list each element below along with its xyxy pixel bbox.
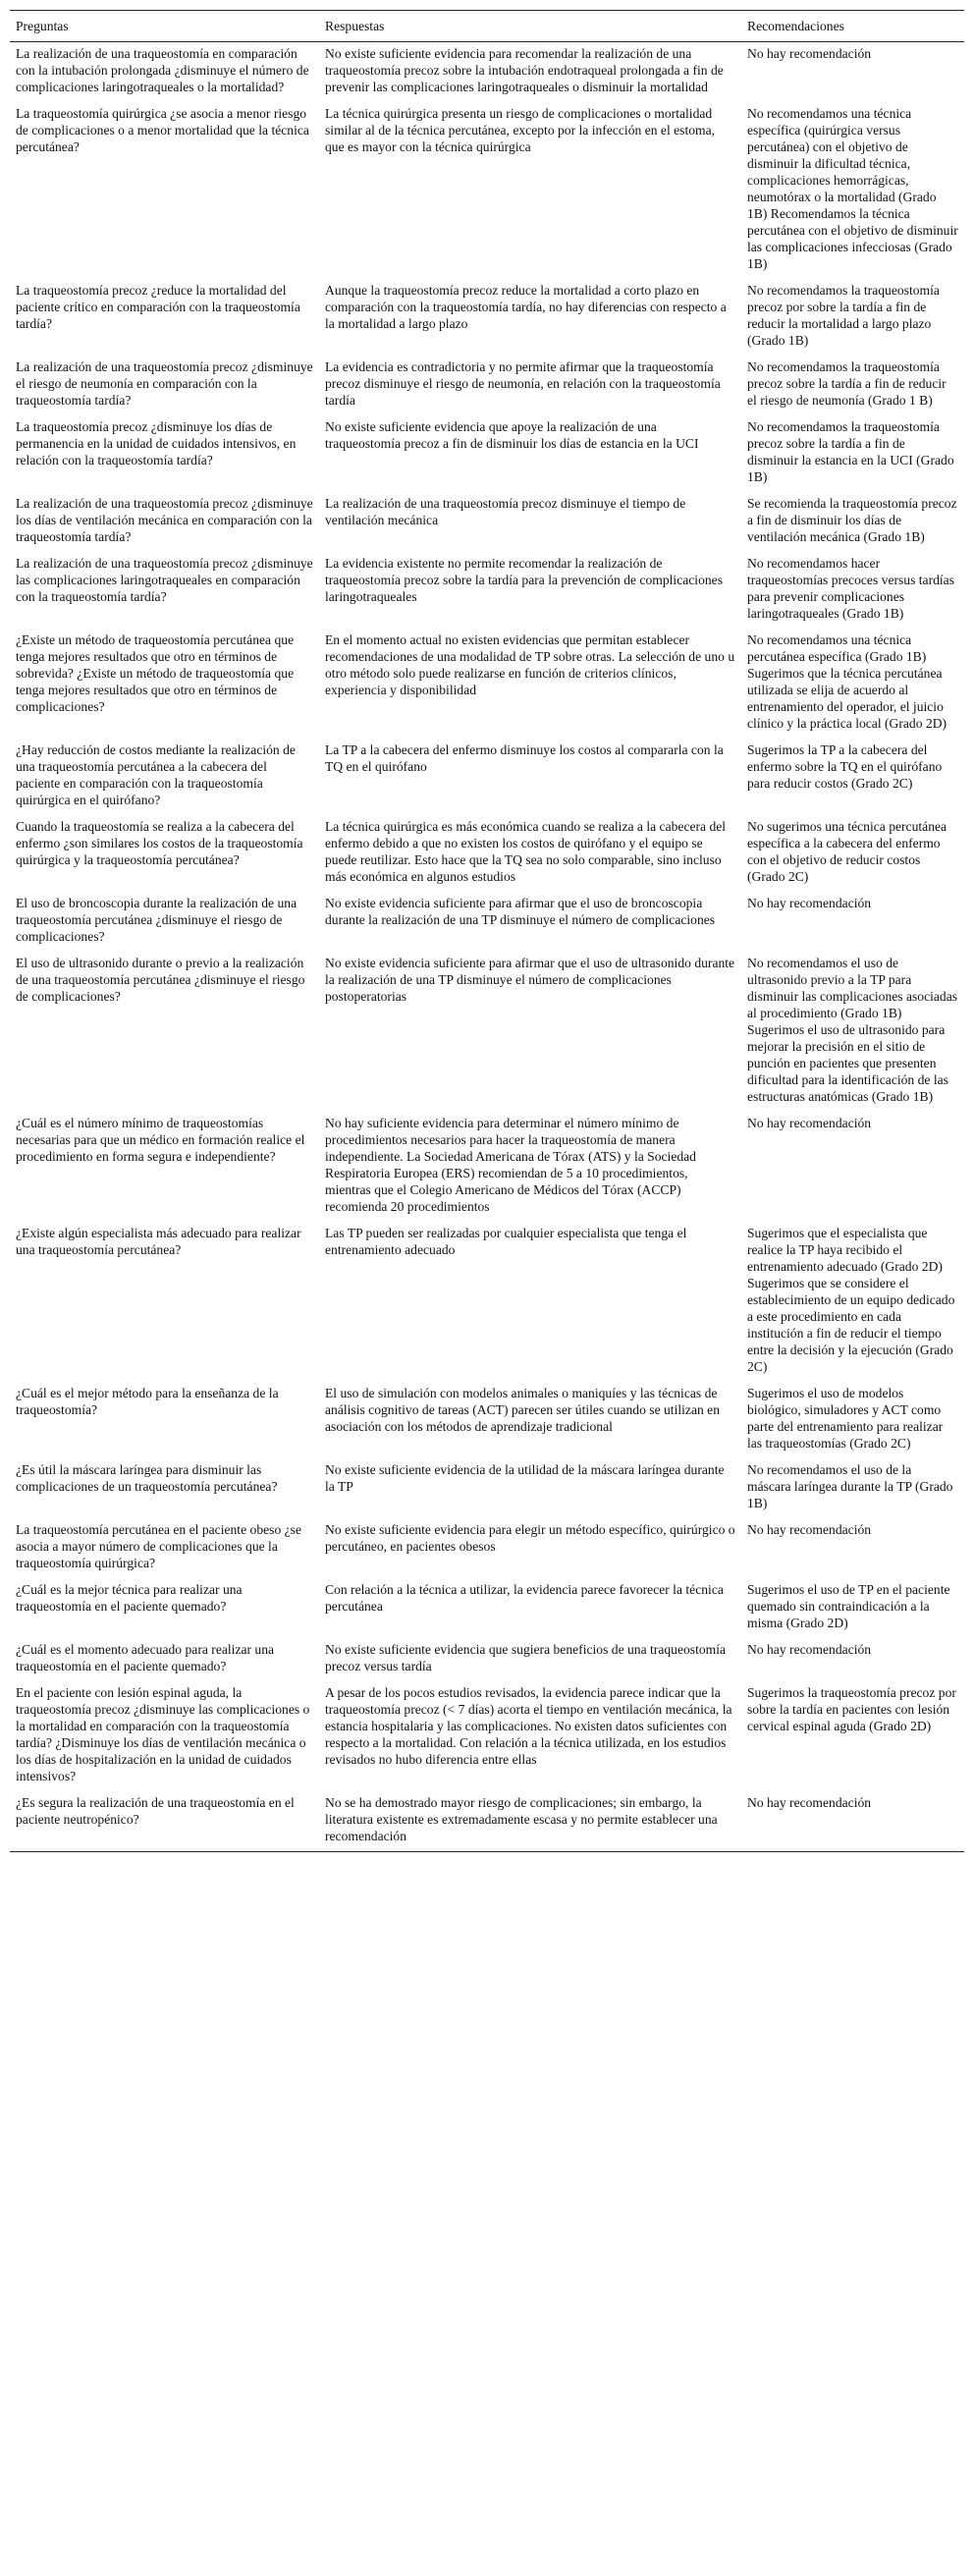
table-header — [10, 11, 964, 42]
table-row — [10, 279, 964, 356]
recommendation-cell: No hay recomendación — [741, 1791, 964, 1852]
recommendation-cell: Se recomienda la traqueostomía precoz a fin de disminuir los días de ventilación mecánica (Grado 1B) — [747, 496, 957, 544]
table-row — [10, 1382, 964, 1458]
table-row — [10, 1222, 964, 1382]
question-cell: La realización de una traqueostomía precoz ¿disminuye las complicaciones laringotraqueales en comparación con la traqueostomía tardía? — [16, 556, 313, 604]
answer-cell: En el momento actual no existen evidencias que permitan establecer recomendaciones de una modalidad de TP sobre otras. La selección de uno u otro método solo puede realizarse en función de criterios clínicos, experiencia y disponibilidad — [325, 632, 735, 697]
table-row — [10, 1681, 964, 1791]
recommendation-cell: No recomendamos la traqueostomía precoz por sobre la tardía a fin de reducir la mortalidad a largo plazo (Grado 1B) — [747, 283, 940, 348]
question-cell: ¿Cuál es el número mínimo de traqueostomías necesarias para que un médico en formación realice el procedimiento en forma segura e independiente? — [16, 1116, 305, 1164]
answer-cell: No existe suficiente evidencia que apoye la realización de una traqueostomía precoz a fin de disminuir los días de estancia en la UCI — [325, 419, 699, 451]
question-cell: La traqueostomía precoz ¿reduce la mortalidad del paciente crítico en comparación con la traqueostomía tardía? — [16, 283, 300, 331]
answer-cell: No existe suficiente evidencia para elegir un método específico, quirúrgico o percutáneo, en pacientes obesos — [325, 1522, 735, 1554]
header-recomendaciones: Recomendaciones — [741, 11, 964, 42]
recommendation-cell: No hay recomendación — [747, 1642, 872, 1657]
recommendations-table — [10, 10, 964, 1852]
header-preguntas: Preguntas — [10, 11, 319, 42]
table-row — [10, 892, 964, 952]
table-row — [10, 739, 964, 815]
recommendation-cell: No hay recomendación — [747, 46, 872, 61]
recommendation-cell: No recomendamos la traqueostomía precoz sobre la tardía a fin de disminuir la estancia en la UCI (Grado 1B) — [747, 419, 954, 484]
answer-cell: La realización de una traqueostomía precoz disminuye el tiempo de ventilación mecánica — [325, 496, 686, 527]
table-row — [10, 629, 964, 739]
question-cell: ¿Es segura la realización de una traqueostomía en el paciente neutropénico? — [10, 1791, 319, 1852]
question-cell: Cuando la traqueostomía se realiza a la cabecera del enfermo ¿son similares los costos de la traqueostomía quirúrgica y la traqueostomía percutánea? — [16, 819, 303, 867]
answer-cell: La técnica quirúrgica presenta un riesgo de complicaciones o mortalidad similar al de la técnica percutánea, excepto por la infección en el estoma, que es mayor con la técnica quirúrgica — [325, 106, 716, 154]
table-row — [10, 552, 964, 629]
question-cell: La realización de una traqueostomía precoz ¿disminuye los días de ventilación mecánica en comparación con la traqueostomía tardía? — [16, 496, 313, 544]
question-cell: El uso de ultrasonido durante o previo a la realización de una traqueostomía percutánea ¿disminuye el riesgo de complicaciones? — [16, 956, 305, 1004]
answer-cell: El uso de simulación con modelos animales o maniquíes y las técnicas de análisis cognitivo de tareas (ACT) parecen ser útiles cuando se utilizan en asociación con los métodos de aprendizaje tradicional — [325, 1386, 721, 1434]
table-row — [10, 492, 964, 552]
recommendation-cell: No hay recomendación — [747, 896, 872, 910]
answer-cell: La evidencia existente no permite recomendar la realización de traqueostomía precoz sobre la tardía para la prevención de complicaciones laringotraqueales — [325, 556, 723, 604]
recommendation-cell: No recomendamos hacer traqueostomías precoces versus tardías para prevenir complicaciones laringotraqueales (Grado 1B) — [747, 556, 955, 621]
question-cell: La traqueostomía precoz ¿disminuye los días de permanencia en la unidad de cuidados intensivos, en relación con la traqueostomía tardía? — [16, 419, 297, 467]
question-cell: La realización de una traqueostomía precoz ¿disminuye el riesgo de neumonía en comparación con la traqueostomía tardía? — [16, 359, 313, 408]
recommendation-cell: No recomendamos una técnica percutánea específica (Grado 1B) Sugerimos que la técnica percutánea utilizada se elija de acuerdo al entrenamiento del operador, el juicio clínico y la práctica local (Grado 2D) — [747, 632, 947, 731]
question-cell: ¿Cuál es el momento adecuado para realizar una traqueostomía en el paciente quemado? — [16, 1642, 275, 1673]
answer-cell: No hay suficiente evidencia para determinar el número mínimo de procedimientos necesarios para hacer la traqueostomía de manera independiente. La Sociedad Americana de Tórax (ATS) y la Sociedad Respiratoria Europea (ERS) recomiendan de 5 a 10 procedimientos, mientras que el Colegio Americano de Médicos del Tórax (ACCP) recomienda 20 procedimientos — [325, 1116, 696, 1214]
table-row — [10, 102, 964, 279]
table-body — [10, 42, 964, 1852]
question-cell: ¿Es útil la máscara laríngea para disminuir las complicaciones de un traqueostomía percutánea? — [16, 1462, 278, 1494]
answer-cell: Las TP pueden ser realizadas por cualquier especialista que tenga el entrenamiento adecuado — [325, 1226, 687, 1257]
question-cell: El uso de broncoscopia durante la realización de una traqueostomía percutánea ¿disminuye el riesgo de complicaciones? — [16, 896, 298, 944]
answer-cell: No existe suficiente evidencia que sugiera beneficios de una traqueostomía precoz versus tardía — [325, 1642, 727, 1673]
recommendation-cell: No recomendamos el uso de la máscara laríngea durante la TP (Grado 1B) — [747, 1462, 953, 1510]
recommendation-cell: No hay recomendación — [747, 1116, 872, 1130]
question-cell: ¿Hay reducción de costos mediante la realización de una traqueostomía percutánea a la cabecera del paciente en comparación con la traqueostomía quirúrgica en el quirófano? — [16, 742, 296, 807]
recommendation-cell: No sugerimos una técnica percutánea específica a la cabecera del enfermo con el objetivo de reducir costos (Grado 2C) — [747, 819, 947, 884]
table-row — [10, 1638, 964, 1681]
question-cell: La realización de una traqueostomía en comparación con la intubación prolongada ¿disminuye el número de complicaciones laringotraqueales o la mortalidad? — [16, 46, 309, 94]
question-cell: La traqueostomía percutánea en el paciente obeso ¿se asocia a mayor número de complicaciones que la traqueostomía quirúrgica? — [16, 1522, 301, 1570]
question-cell: La traqueostomía quirúrgica ¿se asocia a menor riesgo de complicaciones o a menor mortalidad que la técnica percutánea? — [16, 106, 309, 154]
answer-cell: No existe evidencia suficiente para afirmar que el uso de ultrasonido durante la realización de una TP disminuye el número de complicaciones postoperatorias — [325, 956, 735, 1004]
recommendation-cell: Sugerimos el uso de modelos biológico, simuladores y ACT como parte del entrenamiento para realizar las traqueostomías (Grado 2C) — [747, 1386, 944, 1451]
answer-cell: A pesar de los pocos estudios revisados, la evidencia parece indicar que la traqueostomía precoz (< 7 días) acorta el tiempo en ventilación mecánica, la estancia hospitalaria y las complicaciones. No existen datos suficientes con respecto a la mortalidad. Con relación a la técnica utilizada, en los estudios revisados no hubo diferencia entre ellas — [325, 1685, 732, 1767]
recommendation-cell: Sugerimos el uso de TP en el paciente quemado sin contraindicación a la misma (Grado 2D) — [747, 1582, 950, 1630]
recommendation-cell: No recomendamos el uso de ultrasonido previo a la TP para disminuir las complicaciones asociadas al procedimiento (Grado 1B) Sugerimos el uso de ultrasonido para mejorar la precisión en el sitio de punción en pacientes que presenten dificultad para la identificación de las estructuras anatómicas (Grado 1B) — [747, 956, 958, 1104]
header-row — [10, 11, 964, 42]
recommendation-cell: No hay recomendación — [747, 1522, 872, 1537]
recommendation-cell: Sugerimos la TP a la cabecera del enfermo sobre la TQ en el quirófano para reducir costos (Grado 2C) — [747, 742, 943, 791]
answer-cell: No existe suficiente evidencia para recomendar la realización de una traqueostomía precoz sobre la intubación endotraqueal prolongada a fin de prevenir las complicaciones laringotraqueales o disminuir la mortalidad — [325, 46, 724, 94]
table-row — [10, 1458, 964, 1518]
question-cell: ¿Cuál es el mejor método para la enseñanza de la traqueostomía? — [16, 1386, 279, 1417]
answer-cell: La TP a la cabecera del enfermo disminuye los costos al compararla con la TQ en el quirófano — [325, 742, 724, 774]
table-row — [10, 415, 964, 492]
table-row — [10, 1112, 964, 1222]
answer-cell: La técnica quirúrgica es más económica cuando se realiza a la cabecera del enfermo debido a que no existen los costos de quirófano y el equipo se puede reutilizar. Esto hace que la TQ sea no solo comparable, sino incluso más económica en algunos estudios — [325, 819, 727, 884]
answer-cell: No se ha demostrado mayor riesgo de complicaciones; sin embargo, la literatura existente es extremadamente escasa y no permite establecer una recomendación — [319, 1791, 741, 1852]
question-cell: ¿Existe algún especialista más adecuado para realizar una traqueostomía percutánea? — [16, 1226, 301, 1257]
question-cell: En el paciente con lesión espinal aguda, la traqueostomía precoz ¿disminuye las complicaciones o la mortalidad en comparación con la traqueostomía tardía? ¿Disminuye los días de ventilación mecánica o los días de hospitalización en la unidad de cuidados intensivos? — [16, 1685, 310, 1783]
table-row — [10, 952, 964, 1112]
table-row — [10, 815, 964, 892]
table-row — [10, 1791, 964, 1852]
question-cell: ¿Existe un método de traqueostomía percutánea que tenga mejores resultados que otro en términos de sobrevida? ¿Existe un método de traqueostomía que tenga mejores resultados que otro en términos de complicaciones? — [16, 632, 295, 714]
recommendation-cell: Sugerimos que el especialista que realice la TP haya recibido el entrenamiento adecuado (Grado 2D) Sugerimos que se considere el establecimiento de un equipo dedicado a este procedimiento en cada institución a fin de reducir el tiempo entre la decisión y la ejecución (Grado 2C) — [747, 1226, 955, 1374]
answer-cell: No existe evidencia suficiente para afirmar que el uso de broncoscopia durante la realización de una TP disminuye el número de complicaciones — [325, 896, 716, 927]
header-respuestas: Respuestas — [319, 11, 741, 42]
table-row — [10, 1518, 964, 1578]
table-row — [10, 356, 964, 415]
table-row — [10, 1578, 964, 1638]
table-row — [10, 42, 964, 103]
answer-cell: No existe suficiente evidencia de la utilidad de la máscara laríngea durante la TP — [325, 1462, 725, 1494]
answer-cell: Con relación a la técnica a utilizar, la evidencia parece favorecer la técnica percutánea — [325, 1582, 724, 1614]
answer-cell: La evidencia es contradictoria y no permite afirmar que la traqueostomía precoz disminuye el riesgo de neumonía, en relación con la traqueostomía tardía — [325, 359, 721, 408]
answer-cell: Aunque la traqueostomía precoz reduce la mortalidad a corto plazo en comparación con la traqueostomía tardía, no hay diferencias con respecto a la mortalidad a largo plazo — [325, 283, 727, 331]
recommendation-cell: Sugerimos la traqueostomía precoz por sobre la tardía en pacientes con lesión cervical espinal aguda (Grado 2D) — [747, 1685, 956, 1733]
recommendation-cell: No recomendamos una técnica específica (quirúrgica versus percutánea) con el objetivo de disminuir la dificultad técnica, complicaciones hemorrágicas, neumotórax o la mortalidad (Grado 1B) Recomendamos la técnica percutánea con el objetivo de disminuir las complicaciones infecciosas (Grado 1B) — [747, 106, 958, 271]
question-cell: ¿Cuál es la mejor técnica para realizar una traqueostomía en el paciente quemado? — [16, 1582, 243, 1614]
recommendation-cell: No recomendamos la traqueostomía precoz sobre la tardía a fin de reducir el riesgo de neumonía (Grado 1 B) — [747, 359, 947, 408]
